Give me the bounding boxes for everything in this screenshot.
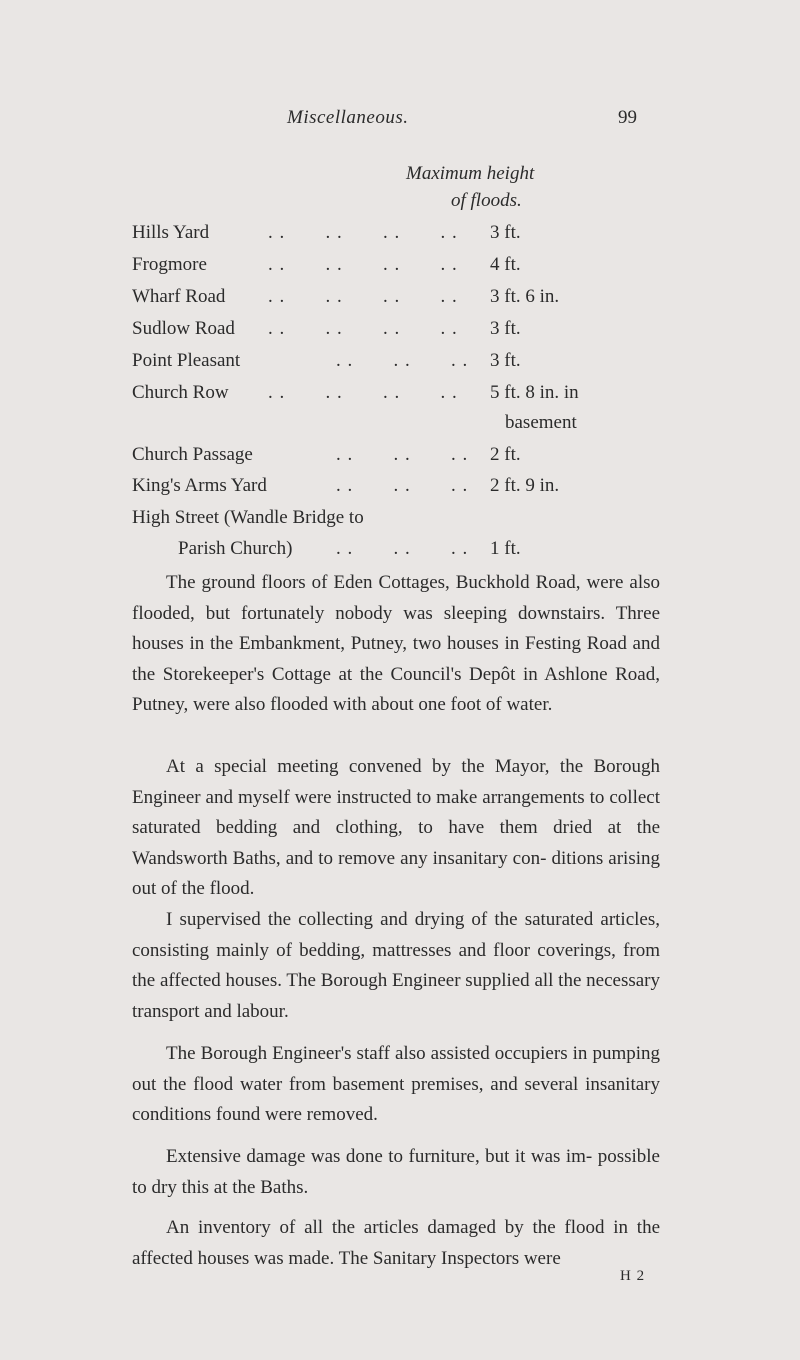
table-row xyxy=(0,286,800,316)
leader-dots: . . . . . . . . xyxy=(268,318,458,339)
location-label: Sudlow Road xyxy=(132,318,235,339)
height-value: 3 ft. 6 in. xyxy=(490,286,560,307)
leader-dots: . . . . . . . . xyxy=(268,286,458,307)
column-heading-line1: Maximum height xyxy=(406,163,535,184)
leader-dots: . . . . . . . . xyxy=(268,222,458,243)
body-paragraph: At a special meeting convened by the Mayor, the Borough Engineer and myself were instructed to make arrangements to collect saturated bedding and clothing, to have them dried at the Wandsworth Baths, and to remove any insanitary con- ditions arising out of the flood. xyxy=(132,756,660,900)
table-row xyxy=(0,507,800,537)
page-number: 99 xyxy=(618,107,637,128)
leader-dots: . . . . . . . . xyxy=(268,254,458,275)
height-value-continuation: basement xyxy=(505,412,577,433)
table-row xyxy=(0,254,800,284)
running-title: Miscellaneous. xyxy=(287,107,409,128)
leader-dots: . . . . . . xyxy=(336,444,469,465)
table-row xyxy=(0,222,800,252)
leader-dots: . . . . . . xyxy=(336,350,469,371)
height-value: 5 ft. 8 in. in xyxy=(490,382,579,403)
location-label-continuation: Parish Church) xyxy=(178,538,293,559)
height-value: 3 ft. xyxy=(490,318,521,339)
location-label: High Street (Wandle Bridge to xyxy=(132,507,364,528)
height-value: 2 ft. xyxy=(490,444,521,465)
table-row xyxy=(0,444,800,474)
height-value: 4 ft. xyxy=(490,254,521,275)
table-row xyxy=(0,382,800,412)
body-paragraph: The ground floors of Eden Cottages, Buckhold Road, were also flooded, but fortunately nobody was sleeping downstairs. Three houses in the Embankment, Putney, two houses in Festing Road and the Storekeeper's Cottage at the Council's Depôt in Ashlone Road, Putney, were also flooded with about one foot of water. xyxy=(132,572,660,716)
leader-dots: . . . . . . . . xyxy=(268,382,458,403)
leader-dots: . . . . . . xyxy=(336,475,469,496)
table-row-continuation xyxy=(0,538,800,568)
height-value: 3 ft. xyxy=(490,222,521,243)
body-paragraph: I supervised the collecting and drying of the saturated articles, consisting mainly of bedding, mattresses and floor coverings, from the affected houses. The Borough Engineer supplied all the necessary transport and labour. xyxy=(132,909,660,1022)
height-value: 1 ft. xyxy=(490,538,521,559)
column-heading-line2: of floods. xyxy=(451,190,522,211)
table-row xyxy=(0,350,800,380)
location-label: Church Row xyxy=(132,382,229,403)
body-paragraph: Extensive damage was done to furniture, but it was im- possible to dry this at the Baths. xyxy=(132,1146,660,1198)
location-label: Frogmore xyxy=(132,254,207,275)
location-label: King's Arms Yard xyxy=(132,475,267,496)
location-label: Wharf Road xyxy=(132,286,226,307)
body-paragraph: The Borough Engineer's staff also assisted occupiers in pumping out the flood water from basement premises, and several insanitary conditions found were removed. xyxy=(132,1043,660,1126)
location-label: Point Pleasant xyxy=(132,350,241,371)
table-row xyxy=(0,318,800,348)
table-row-continuation xyxy=(0,412,800,442)
body-paragraph: An inventory of all the articles damaged by the flood in the affected houses was made. The Sanitary Inspectors were xyxy=(132,1217,660,1269)
location-label: Church Passage xyxy=(132,444,253,465)
location-label: Hills Yard xyxy=(132,222,210,243)
height-value: 2 ft. 9 in. xyxy=(490,475,560,496)
signature-mark: H 2 xyxy=(620,1268,646,1284)
table-row xyxy=(0,475,800,505)
height-value: 3 ft. xyxy=(490,350,521,371)
leader-dots: . . . . . . xyxy=(336,538,469,559)
